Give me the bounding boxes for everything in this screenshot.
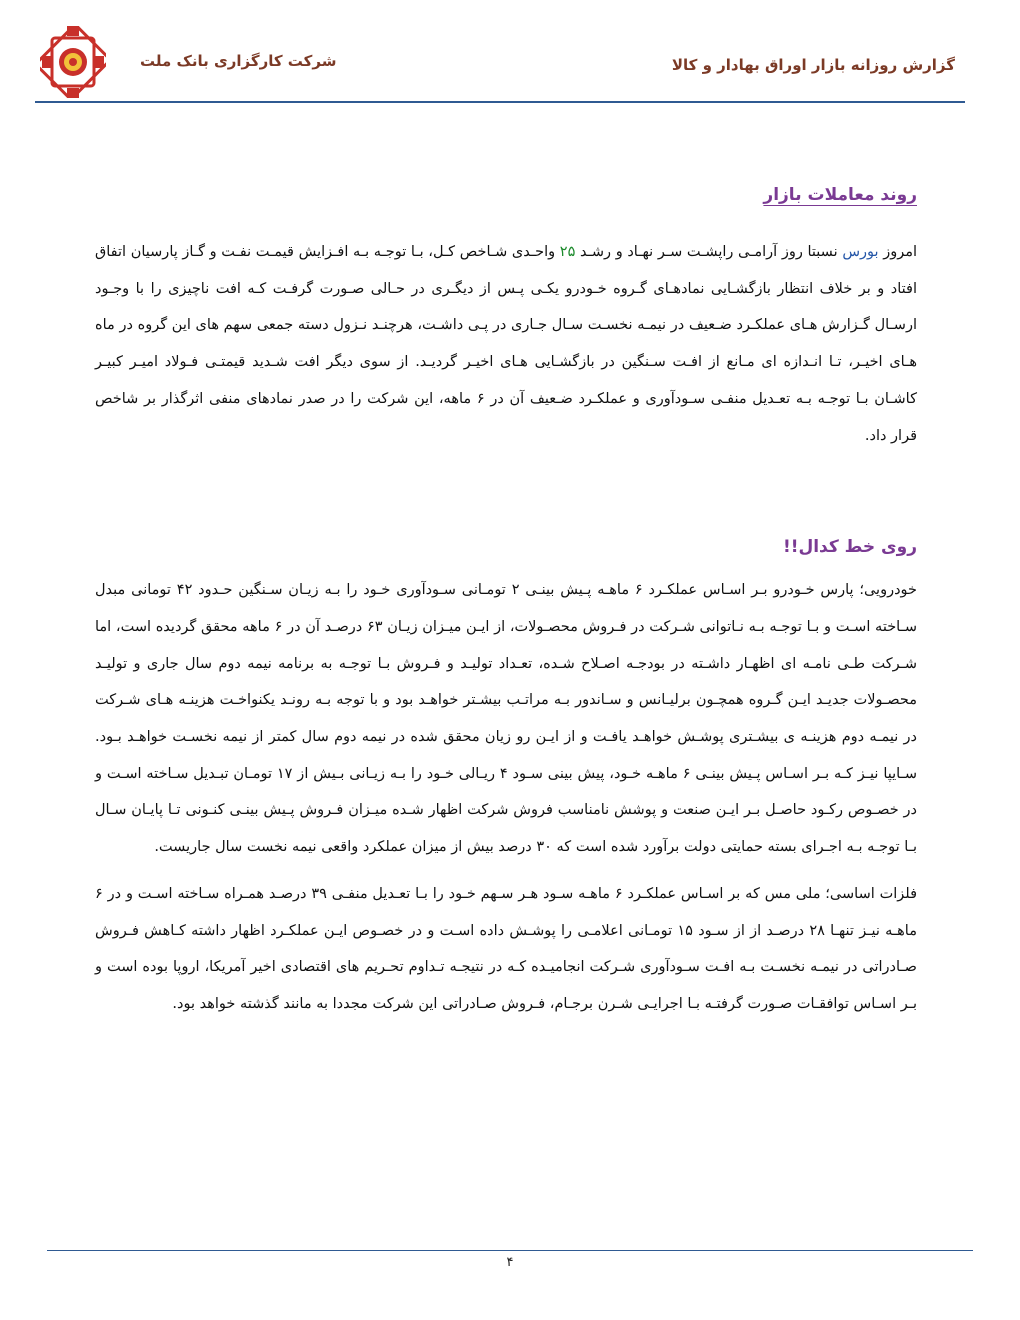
logo-graphic	[40, 26, 106, 98]
report-body	[95, 180, 917, 1023]
bank-mellat-logo-icon	[40, 26, 106, 98]
brokerage-name: شرکت کارگزاری بانک ملت	[140, 52, 337, 70]
page-header	[0, 0, 1020, 110]
index-points: ۲۵	[559, 244, 576, 260]
header-divider	[35, 101, 965, 103]
basic-metals-paragraph: فلزات اساسی؛ ملی مس که بر اسـاس عملکـرد ۶ ماهـه سـود هـر سـهم خـود را بـا تعـدیل منفـی ۳۹ درصـد همـراه سـاخته اسـت و در ۶ ماهـه نیـز تنهـا ۲۸ درصـد از از سـود ۱۵ تومـانی اعلامـی را پوشـش داده اسـت و در خصـوص ایـن عملکـرد اظهار داشته کـاهش فـروش صـادراتی در نیمـه نخسـت بـه افـت سـودآوری شـرکت انجامیـده کـه در نتیجـه تـداوم تحـریم های اقتصادی اخیر آمریکا، اروپا بوده است و بـر اسـاس توافقـات صـورت گرفتـه بـا اجرایـی شـرن برجـام، فـروش صـادراتی این شرکت مجددا به مانند گذشته خواهد بود.	[95, 885, 918, 1012]
bourse-link: بورس	[842, 244, 879, 260]
section-title-market-trend: روند معاملات بازار	[763, 185, 917, 205]
para-mid: نسبتا روز آرامـی راپشـت سـر نهـاد و رشـد	[580, 244, 838, 260]
para-lead: امروز	[883, 244, 918, 260]
page-number: ۴	[506, 1255, 514, 1270]
market-trend-paragraph	[95, 234, 917, 454]
section-title-codal: روی خط کدال!!	[782, 537, 917, 558]
footer-divider	[47, 1250, 973, 1251]
automotive-paragraph: خودرویی؛ پارس خـودرو بـر اسـاس عملکـرد ۶ ماهـه پـیش بینـی ۲ تومـانی سـودآوری خـود را بـه زیـان سـنگین حـدود ۴۲ تومانی مبدل سـاخته اسـت و بـا توجـه بـه نـاتوانی شـرکت در فـروش محصـولات، از ایـن میـزان زیـان ۶۳ درصـد آن در ۶ ماهه محقق گردیده است، اما شـرکت طـی نامـه ای اظهـار داشـته در بودجـه اصـلاح شـده، تعـداد تولیـد و فـروش بـا توجـه به برنامه نیمه دوم سال جاری و تولیـد محصـولات جدیـد ایـن گـروه همچـون برلیـانس و سـاندور بـه مراتـب بیشـتر خواهـد بود و با توجه بـه رونـد یکنواخـت هزینـه هـای شـرکت در نیمـه دوم هزینـه ی بیشـتری پوشـش خواهـد یافـت و از ایـن رو زیان محقق شده در نیمه دوم سال کمتر از نیمه نخسـت خواهـد بـود. سـایپا نیـز کـه بـر اسـاس پـیش بینـی ۶ ماهـه خـود، پیش بینی سـود ۴ ریـالی خـود را بـه زیـانی بـیش از ۱۷ تومـان تبـدیل سـاخته اسـت و در خصـوص رکـود حاصـل بـر ایـن صنعت و پوشش نامناسب فروش شرکت اظهار شـده میـزان فـروش پـیش بینـی کنـونی تـا پایـان سـال بـا توجـه بـه اجـرای بسته حمایتی دولت برآورد شده است که ۳۰ درصد بیش از میزان عملکرد واقعی نیمه نخست سال جاریست.	[95, 582, 917, 856]
para-rest: واحـدی شـاخص کـل، بـا توجـه بـه افـزایش قیمـت نفـت و گـاز پارسیان اتفاق افتاد و بر خلاف انتظار بازگشـایی نمادهـای گـروه خـودرو یکـی پـس از دیگـری در حـالی صـورت گرفـت کـه افت ناچیزی را با وجـود ارسـال گـزارش هـای عملکـرد ضـعیف در نیمـه نخسـت سـال جـاری در پـی داشـت، هرچنـد نـزول دسته جمعی سهم های این گروه در ماه هـای اخیـر، تـا انـدازه ای مـانع از افـت سـنگین در بازگشـایی هـای اخیـر گردیـد. از سوی دیگر افت شـدید قیمتـی فـولاد امیـر کبیـر کاشـان بـا توجـه بـه تعـدیل منفـی سـودآوری و عملکـرد ضـعیف آن در ۶ ماهه، این شرکت را در صدر نمادهای منفی اثرگذار بر شاخص قرار داد.	[95, 244, 917, 444]
report-title: گزارش روزانه بازار اوراق بهادار و کالا	[671, 56, 955, 74]
